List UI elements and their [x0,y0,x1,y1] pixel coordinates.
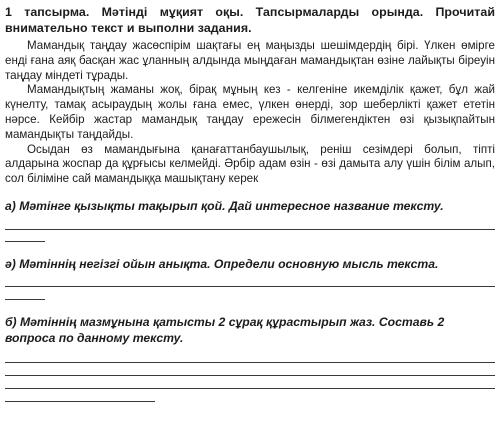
answer-line [5,229,495,230]
reading-text [5,39,495,187]
answer-lines-a [5,229,495,242]
answer-line [5,362,495,363]
answer-line [5,375,495,376]
paragraph: Мамандықтың жаманы жоқ, бірақ мұның кез - келгеніне икемділік қажет, бұл жай күнелту, тамақ асыраудың жолы ғана емес, үлкен өнерді, зор шеберлікті қажет ететін нәрсе. Кейбір жастар мамандық таңдау ережесін білмегендіктен өзі қызықпайтын мамандықты таңдайды. [5,83,495,141]
answer-line [5,286,495,287]
answer-lines-b [5,286,495,300]
paragraph: Мамандық таңдау жасөспірім шақтағы ең маңызды шешімдердің бірі. Үлкен өмірге енді ғана аяқ басқан жас ұланның алдында мыңдаған мамандықтан өзіне лайықты біреуін таңдау міндеті тұрады. [5,39,495,82]
question-c: б) Мәтіннің мазмұнына қатысты 2 сұрақ құрастырып жаз. Составь 2 вопроса по данному тексту. [5,314,445,345]
answer-line [5,388,495,389]
answer-line [5,401,155,402]
paragraph: Осыдан өз мамандығына қанағаттанбаушылық, реніш сезімдері болып, тіпті алдарына жоспар да құрғысы келмейді. Әрбір адам өзін - өзі дамыта алу үшін білім алып, сол біліміне сай мамандыққа машықтану керек [5,142,495,186]
answer-line [5,241,45,242]
answer-line [5,299,45,300]
task-title: 1 тапсырма. Мәтінді мұқият оқы. Тапсырмаларды орында. Прочитай внимательно текст и выполни задания. [5,5,495,35]
question-a: а) Мәтінге қызықты тақырып қой. Дай интересное название тексту. [5,198,444,213]
question-b: ә) Мәтіннің негізгі ойын анықта. Определи основную мысль текста. [5,256,439,271]
answer-lines-c [5,362,495,402]
worksheet [5,4,495,402]
